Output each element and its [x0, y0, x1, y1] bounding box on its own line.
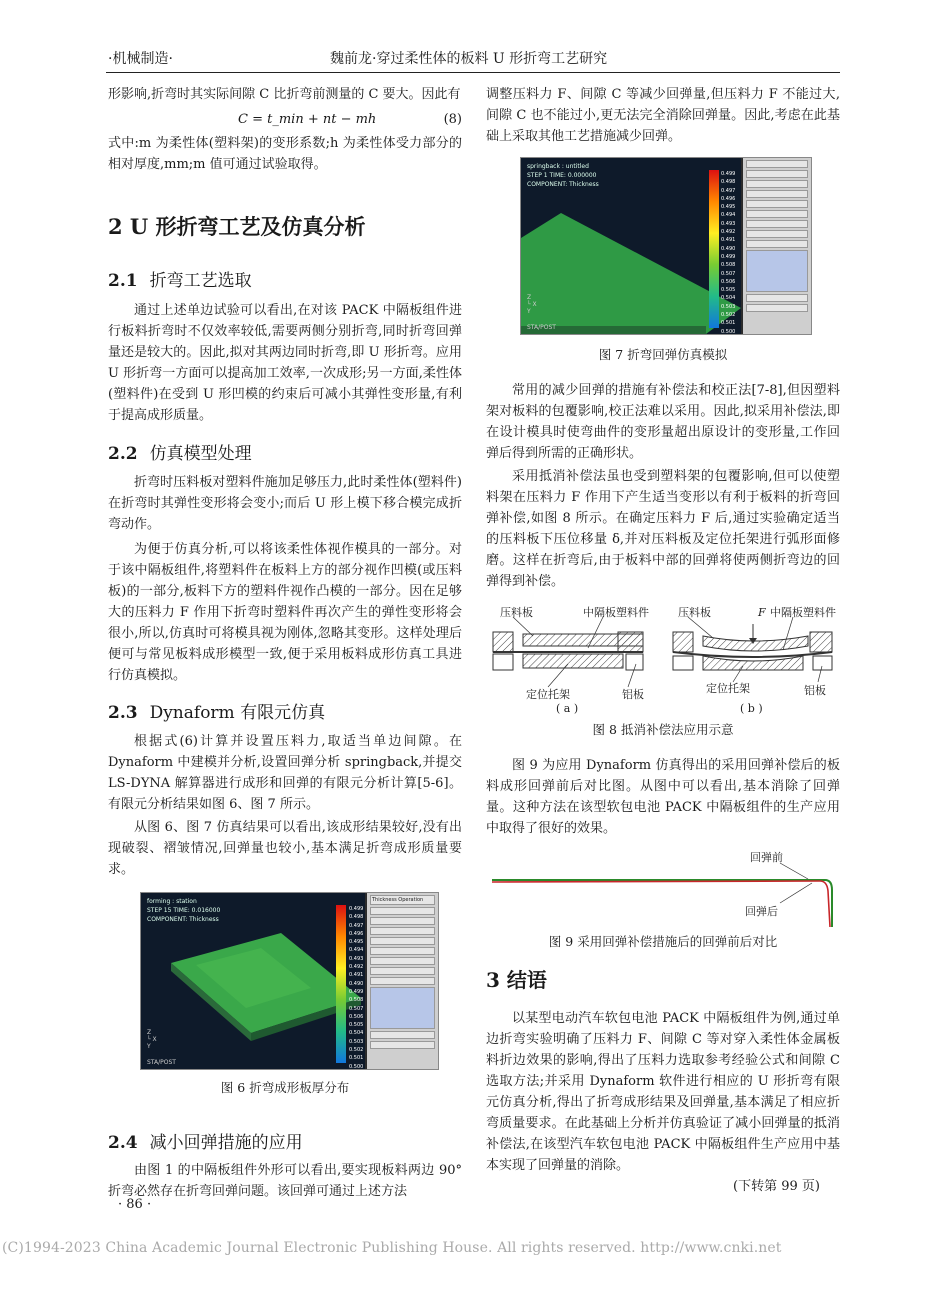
die-right-b	[810, 632, 832, 652]
legend-value: 0.493	[721, 220, 736, 227]
figure-6-image	[140, 892, 439, 1070]
sta-label: STA/POST	[527, 324, 556, 331]
legend-value: 0.494	[721, 212, 736, 219]
leader-before	[780, 863, 808, 879]
panel-field[interactable]	[370, 957, 435, 965]
support-a	[523, 654, 623, 668]
sim-hud	[527, 162, 599, 189]
hud-line: STEP 15 TIME: 0.016000	[147, 907, 221, 914]
figure-9-caption: 图 9 采用回弹补偿措施后的回弹前后对比	[548, 934, 778, 949]
legend-value: 0.503	[721, 303, 736, 310]
section-2-1-body	[108, 300, 462, 426]
para-offset-method: 采用抵消补偿法虽也受到塑料架的包覆影响,但可以使塑料架在压料力 F 作用下产生适当变形以有利于板料的折弯回弹补偿,如图 8 所示。在确定压料力 F 后,通过实验确定适当的压料板下压位移量 δ,并对压料板及定位托架进行弧形面修磨。这样在折弯后,由于板料中部的回弹将使两侧折弯边的回弹得到补偿。	[486, 469, 840, 589]
legend-value: 0.501	[349, 1055, 364, 1062]
subsection-number: 2.1	[108, 271, 138, 291]
continued-note: (下转第 99 页)	[733, 1179, 820, 1194]
legend-value: 0.496	[721, 195, 736, 202]
legend-value: 0.494	[349, 947, 364, 954]
legend-value: 0.492	[721, 229, 736, 236]
sim-control-panel	[743, 158, 811, 334]
panel-title: Thickness Operation	[370, 895, 435, 905]
legend-value: 0.497	[721, 187, 736, 194]
section-3-heading: 3 结语	[486, 968, 547, 992]
copyright-footer: (C)1994-2023 China Academic Journal Electronic Publishing House. All rights reserved. http://www.cnki.net	[2, 1240, 782, 1256]
panel-field[interactable]	[746, 200, 808, 208]
figure-8-diagram	[488, 602, 838, 714]
label-press-plate: 压料板	[678, 606, 711, 619]
legend-value: 0.506	[721, 278, 736, 285]
figure-7-caption: 图 7 折弯回弹仿真模拟	[598, 347, 728, 362]
subsection-number: 2.3	[108, 703, 138, 723]
diagram-a	[493, 605, 649, 714]
axis-triad: Z └ X Y	[147, 1029, 157, 1050]
legend-value: 0.508	[721, 262, 736, 269]
legend-value: 0.505	[721, 287, 736, 294]
formula-text: C = t_min + nt − mh	[238, 112, 377, 127]
section-2-heading: 2 U 形折弯工艺及仿真分析	[108, 214, 366, 239]
panel-field[interactable]	[370, 1031, 435, 1039]
legend-value: 0.505	[349, 1022, 364, 1029]
hud-line: springback : untitled	[527, 163, 589, 170]
figure-8-caption: 图 8 抵消补偿法应用示意	[592, 722, 734, 737]
label-plastic-part: 中隔板塑料件	[583, 606, 649, 619]
journal-name: ·机械制造·	[108, 51, 173, 67]
label-aluminium-plate: 铝板	[804, 684, 826, 697]
hud-line: STEP 1 TIME: 0.000000	[527, 172, 597, 179]
legend-value: 0.495	[349, 939, 364, 946]
legend-value: 0.507	[349, 1005, 364, 1012]
die-left-a	[493, 632, 513, 652]
legend-value: 0.492	[349, 964, 364, 971]
frames-list[interactable]	[370, 987, 435, 1029]
panel-field[interactable]	[370, 977, 435, 985]
legend-value: 0.499	[721, 253, 736, 260]
legend-values	[349, 905, 365, 1070]
panel-field[interactable]	[746, 190, 808, 198]
legend-value: 0.493	[349, 955, 364, 962]
panel-field[interactable]	[746, 230, 808, 238]
figure-7-image	[520, 157, 812, 335]
left-top-text	[108, 84, 462, 175]
curve-after-springback	[492, 881, 830, 927]
para-2-2b: 为便于仿真分析,可以将该柔性体视作模具的一部分。对于该中隔板组件,将塑料件在板料上方的部分视作凹模(或压料板)的一部分,板料下方的塑料件视作凸模的一部分。因在足够大的压料力 F 作用下折弯时塑料件再次产生的弹性变形将会很小,所以,仿真时可将模具视为刚体,忽略其变形。这样处理后便可与常见板料成形模型一致,便于采用板料成形仿真工具进行仿真模拟。	[108, 542, 462, 683]
legend-value: 0.495	[721, 204, 736, 211]
support-b	[703, 656, 803, 670]
label-aluminium-plate: 铝板	[622, 688, 644, 701]
legend-value: 0.501	[721, 320, 736, 327]
legend-value: 0.502	[349, 1047, 364, 1054]
subsection-title: 折弯工艺选取	[149, 271, 252, 291]
label-sub-a: ( a )	[556, 702, 579, 714]
legend-value: 0.496	[349, 930, 364, 937]
legend-value: 0.497	[349, 922, 364, 929]
panel-field[interactable]	[746, 160, 808, 168]
die-left-b	[673, 632, 693, 652]
legend-value: 0.504	[721, 295, 736, 302]
panel-field[interactable]	[746, 294, 808, 302]
sheet-b	[673, 652, 832, 657]
legend-value: 0.499	[349, 988, 364, 995]
legend-value: 0.490	[721, 245, 736, 252]
color-legend	[336, 905, 346, 1063]
panel-field[interactable]	[370, 967, 435, 975]
legend-value: 0.490	[349, 980, 364, 987]
para-2-1: 通过上述单边试验可以看出,在对该 PACK 中隔板组件进行板料折弯时不仅效率较低,需要两侧分别折弯,同时折弯回弹量还是较大的。因此,拟对其两边同时折弯,即 U 形折弯。应用 U 形折弯一方面可以提高加工效率,一次成形;另一方面,柔性体(塑料件)在受到 U 形凹模的约束后可减小其弹性变形量,有利于提高成形质量。	[108, 303, 462, 423]
panel-field[interactable]	[370, 1041, 435, 1049]
hud-line: COMPONENT: Thickness	[527, 181, 599, 188]
die-right-a	[618, 632, 643, 652]
sim-hud	[147, 897, 220, 924]
panel-field[interactable]	[370, 947, 435, 955]
legend-value: 0.498	[721, 179, 736, 186]
legend-values	[721, 170, 739, 335]
legend-value: 0.507	[721, 270, 736, 277]
panel-field[interactable]	[746, 180, 808, 188]
running-title: 魏前龙·穿过柔性体的板料 U 形折弯工艺研究	[330, 51, 608, 67]
section-2-3-body	[108, 731, 462, 880]
label-support: 定位托架	[526, 688, 570, 701]
para-intro: 形影响,折弯时其实际间隙 C 比折弯前测量的 C 要大。因此有	[108, 87, 461, 102]
panel-field[interactable]	[746, 210, 808, 218]
label-before: 回弹前	[750, 851, 783, 864]
legend-value: 0.499	[721, 171, 736, 177]
subsection-title: 仿真模型处理	[149, 444, 252, 464]
legend-value: 0.508	[349, 997, 364, 1004]
subsection-2-4-heading	[108, 1128, 303, 1153]
panel-field[interactable]	[370, 937, 435, 945]
color-legend	[709, 170, 719, 328]
label-plastic-part: 中隔板塑料件	[770, 606, 836, 619]
label-support: 定位托架	[706, 682, 750, 695]
panel-field[interactable]	[746, 240, 808, 248]
legend-value: 0.503	[349, 1038, 364, 1045]
hud-line: COMPONENT: Thickness	[147, 916, 219, 923]
legend-value: 0.498	[349, 914, 364, 921]
subsection-number: 2.2	[108, 444, 138, 464]
label-after: 回弹后	[745, 905, 778, 918]
para-2-3b: 从图 6、图 7 仿真结果可以看出,该成形结果较好,没有出现破裂、褶皱情况,回弹量也较小,基本满足折弯成形质量要求。	[108, 820, 462, 877]
subsection-2-1-heading	[108, 266, 252, 291]
para-2-4: 由图 1 的中隔板组件外形可以看出,要实现板料两边 90°折弯必然存在折弯回弹问题。该回弹可通过上述方法	[108, 1163, 462, 1199]
plastic-left-a	[493, 654, 513, 670]
label-press-plate: 压料板	[500, 606, 533, 619]
plastic-right-b	[813, 656, 832, 670]
label-force: F	[758, 606, 766, 619]
figure-9-plot	[490, 845, 840, 930]
subsection-2-3-heading	[108, 698, 325, 723]
right-fig9-text	[486, 755, 840, 839]
legend-value: 0.499	[349, 906, 364, 912]
legend-value: 0.491	[721, 237, 736, 244]
legend-value: 0.491	[349, 972, 364, 979]
page-number: · 86 ·	[118, 1197, 152, 1212]
leader-after	[780, 883, 812, 903]
leader-line	[513, 617, 533, 636]
diagram-b	[673, 605, 836, 714]
formula-number: (8)	[443, 112, 462, 127]
para-figure-9: 图 9 为应用 Dynaform 仿真得出的采用回弹补偿后的板料成形回弹前后对比图。从图中可以看出,基本消除了回弹量。这种方法在该型软包电池 PACK 中隔板组件的生产应用中取得了很好的效果。	[486, 758, 840, 836]
legend-value: 0.500	[721, 328, 736, 335]
section-2-2-body	[108, 472, 462, 686]
panel-field[interactable]	[370, 917, 435, 925]
para-where: 式中:m 为柔性体(塑料架)的变形系数;h 为柔性体受力部分的相对厚度,mm;m 值可通过试验取得。	[108, 136, 462, 172]
plate-top	[521, 213, 741, 334]
sim-control-panel	[367, 893, 438, 1069]
label-sub-b: ( b )	[740, 702, 763, 714]
legend-value: 0.504	[349, 1030, 364, 1037]
hud-line: forming : station	[147, 898, 197, 905]
legend-value: 0.500	[349, 1063, 364, 1070]
section-2-4-body	[108, 1160, 462, 1202]
para-continued: 调整压料力 F、间隙 C 等减少回弹量,但压料力 F 不能过大,间隙 C 也不能过小,更无法完全消除回弹量。因此,考虑在此基础上采取其他工艺措施减少回弹。	[486, 87, 840, 144]
conclusion-body	[486, 1008, 840, 1197]
subsection-title: Dynaform 有限元仿真	[149, 703, 326, 723]
formula-8	[108, 105, 462, 133]
para-2-3a: 根据式(6)计算并设置压料力,取适当单边间隙。在 Dynaform 中建模并分析,设置回弹分析 springback,并提交 LS-DYNA 解算器进行成形和回弹的有限元分析计算[5-6]。有限元分析结果如图 6、图 7 所示。	[108, 734, 462, 812]
subsection-2-2-heading	[108, 439, 252, 464]
header-rule	[106, 72, 840, 73]
para-2-2a: 折弯时压料板对塑料件施加足够压力,此时柔性体(塑料件)在折弯时其弹性变形将会变小;而后 U 形上模下移合模完成折弯动作。	[108, 475, 462, 532]
subsection-title: 减小回弹措施的应用	[149, 1133, 303, 1153]
figure-6-caption: 图 6 折弯成形板厚分布	[220, 1080, 350, 1095]
panel-field[interactable]	[746, 170, 808, 178]
legend-value: 0.502	[721, 312, 736, 319]
panel-field[interactable]	[370, 927, 435, 935]
axis-triad: Z └ X Y	[527, 294, 537, 315]
panel-field[interactable]	[746, 304, 808, 312]
sta-label: STA/POST	[147, 1059, 176, 1066]
subsection-number: 2.4	[108, 1133, 138, 1153]
sim-viewport	[141, 893, 365, 1069]
para-compensation: 常用的减少回弹的措施有补偿法和校正法[7-8],但因塑料架对板料的包覆影响,校正法难以采用。因此,拟采用补偿法,即在设计模具时使弯曲件的变形量超出原设计的变形量,工作回弹后得到所需的正确形状。	[486, 383, 840, 461]
frames-list[interactable]	[746, 250, 808, 292]
para-conclusion: 以某型电动汽车软包电池 PACK 中隔板组件为例,通过单边折弯实验明确了压料力 F、间隙 C 等对穿入柔性体金属板料折边效果的影响,得出了压料力选取参考经验公式和间隙 C 选取方法;并采用 Dynaform 软件进行相应的 U 形折弯有限元仿真分析,得出了折弯成形结果及回弹量,基本满足了相应折弯质量要求。在此基础上分析并仿真验证了减小回弹量的抵消补偿法,在该型汽车软包电池 PACK 中隔板组件生产应用中基本实现了回弹量的消除。	[486, 1011, 840, 1173]
right-top-text	[486, 84, 840, 147]
right-mid-text	[486, 380, 840, 592]
curve-before-springback	[492, 880, 832, 927]
panel-field[interactable]	[370, 907, 435, 915]
panel-field[interactable]	[746, 220, 808, 228]
sim-viewport	[521, 158, 741, 334]
plastic-left-b	[673, 656, 693, 670]
legend-value: 0.506	[349, 1013, 364, 1020]
